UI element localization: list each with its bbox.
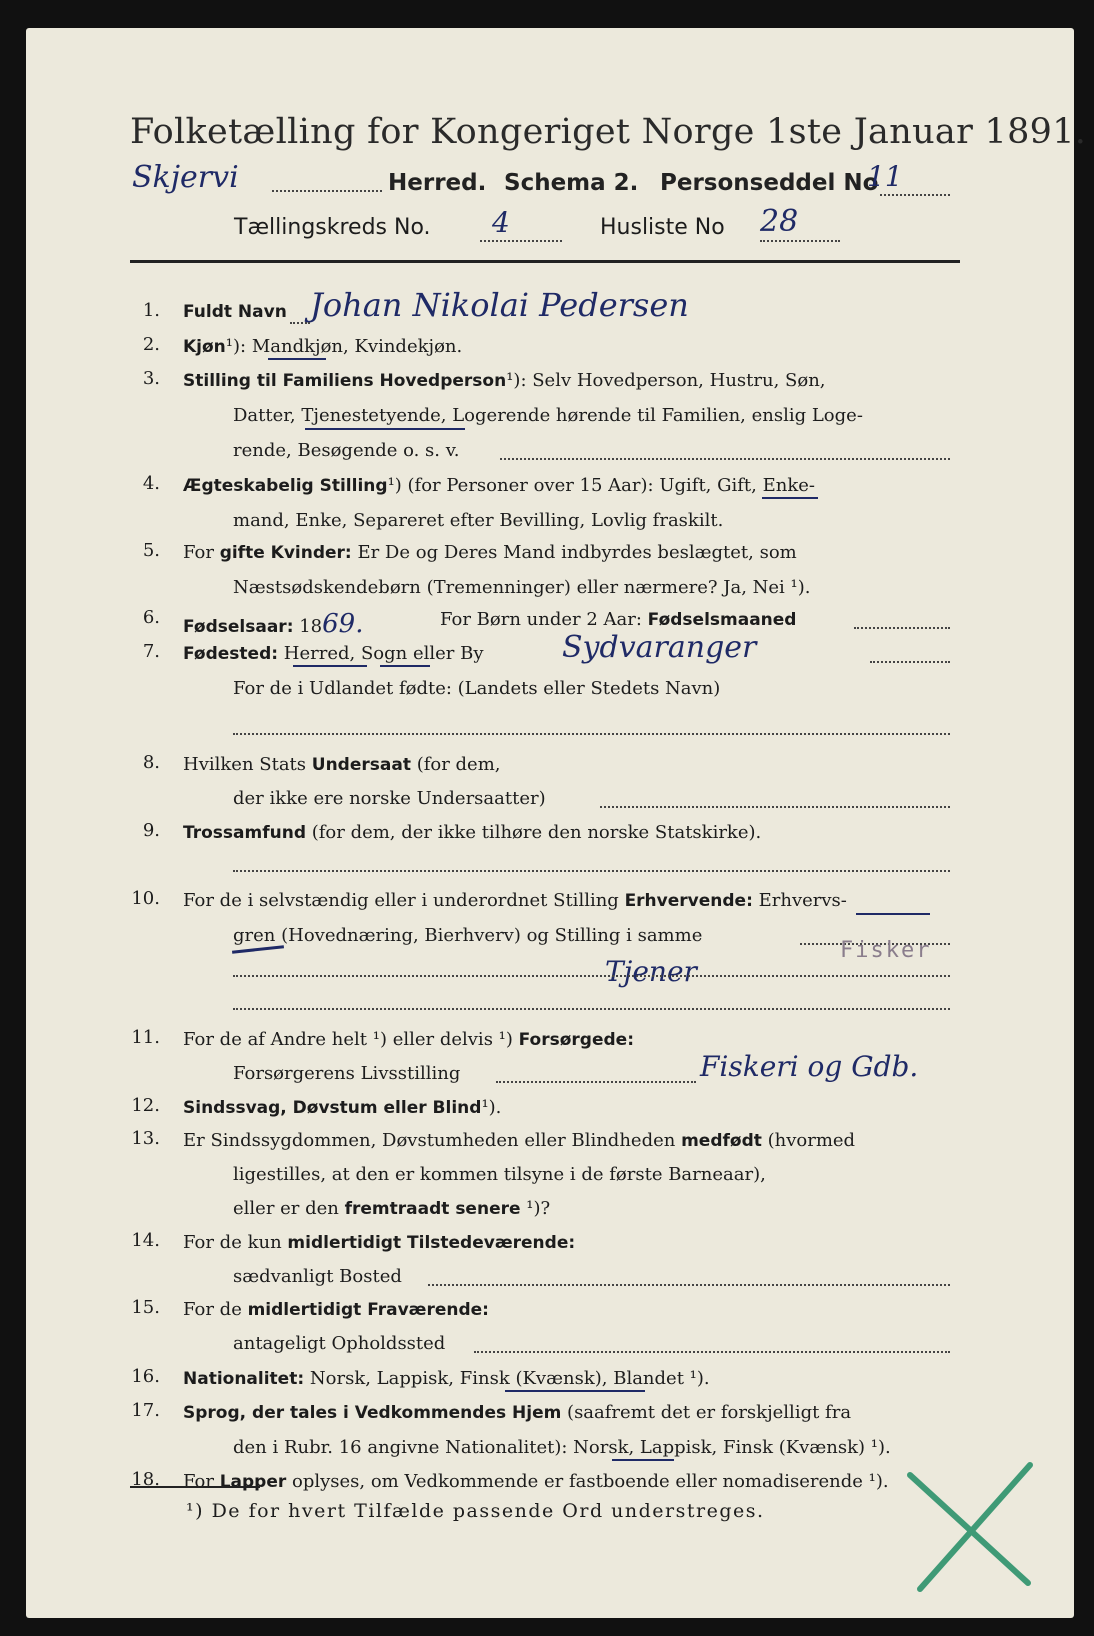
underline-mark — [612, 1459, 674, 1461]
underline-mark — [268, 358, 326, 360]
provider-occupation-handwritten: Fiskeri og Gdb. — [700, 1050, 919, 1083]
disability-suffix: ¹). — [481, 1097, 502, 1118]
item-number: 15. — [131, 1297, 160, 1318]
birth-year-handwritten: 69. — [322, 609, 364, 639]
citizenship-prefix: Hvilken Stats — [183, 754, 307, 775]
family-position-label: Stilling til Familiens Hovedperson — [183, 371, 507, 391]
citizenship-label: Undersaat — [311, 755, 411, 775]
dotted-leader — [500, 458, 950, 460]
underline-mark — [762, 497, 818, 499]
congenital-label: medfødt — [681, 1131, 762, 1151]
disability-label: Sindssvag, Døvstum eller Blind — [183, 1098, 482, 1118]
dotted-leader — [880, 194, 950, 196]
item-number: 8. — [142, 752, 160, 773]
dotted-leader — [480, 240, 562, 242]
dotted-leader — [428, 1284, 950, 1286]
birth-month-label: Fødselsmaaned — [647, 610, 797, 630]
occupation-suffix: Erhvervs- — [758, 890, 847, 911]
supported-prefix: For de af Andre helt ¹) eller delvis ¹) — [183, 1029, 513, 1050]
marital-row — [183, 475, 815, 496]
family-position-options-3: rende, Besøgende o. s. v. — [233, 440, 460, 461]
supported-label: Forsørgede: — [518, 1030, 634, 1050]
personseddel-handwritten: 11 — [867, 160, 903, 193]
herred-label: Herred. — [388, 170, 487, 196]
nationality-label: Nationalitet: — [183, 1369, 305, 1389]
disability-origin-line-3-suffix: ¹)? — [526, 1198, 551, 1219]
occupation-row — [183, 890, 847, 911]
probable-location-label: antageligt Opholdssted — [233, 1333, 446, 1354]
kreds-label: Tællingskreds No. — [234, 215, 431, 240]
item-number: 17. — [131, 1400, 160, 1421]
religion-condition: (for dem, der ikke tilhøre den norske Statskirke). — [311, 822, 762, 843]
birthplace-options: Herred, Sogn eller By — [283, 643, 484, 664]
item-number: 2. — [142, 334, 160, 355]
full-name-label: Fuldt Navn — [183, 302, 287, 322]
disability-origin-line-2: ligestilles, at den er kommen tilsyne i de første Barneaar), — [233, 1164, 766, 1185]
header-rule — [130, 260, 960, 263]
underline-mark — [505, 1390, 645, 1392]
item-number: 4. — [142, 473, 160, 494]
green-cross-mark — [900, 1455, 1040, 1595]
item-number: 14. — [131, 1230, 160, 1251]
dotted-leader — [474, 1351, 950, 1353]
citizenship-condition: (for dem, — [416, 754, 501, 775]
married-women-prefix: For — [183, 542, 214, 563]
item-number: 13. — [131, 1128, 160, 1149]
dotted-leader — [233, 733, 950, 735]
disability-origin-prefix: Er Sindssygdommen, Døvstumheden eller Blindheden — [183, 1130, 676, 1151]
schema-label: Schema 2. — [504, 170, 639, 196]
provider-occupation-label: Forsørgerens Livsstilling — [233, 1063, 461, 1084]
birth-month-row — [440, 609, 796, 630]
occupation-label: Erhvervende: — [624, 891, 753, 911]
disability-origin-suffix: (hvormed — [767, 1130, 856, 1151]
footnote-rule — [130, 1486, 260, 1488]
marital-label: Ægteskabelig Stilling — [183, 476, 388, 496]
birth-year-prefix: 18 — [299, 616, 323, 637]
language-condition: (saafremt det er forskjelligt fra — [567, 1402, 852, 1423]
family-position-row — [183, 370, 826, 391]
marital-options: ¹) (for Personer over 15 Aar): Ugift, Gift, Enke- — [387, 475, 815, 496]
dotted-leader — [233, 870, 950, 872]
underline-mark — [293, 665, 367, 667]
disability-origin-line-3-prefix: eller er den — [233, 1198, 339, 1219]
footnote: ¹) De for hvert Tilfælde passende Ord understreges. — [186, 1500, 765, 1522]
occupation-line-2: gren (Hovednæring, Bierhverv) og Stilling i samme — [233, 925, 703, 946]
occupation-handwritten: Tjener — [605, 955, 697, 988]
nationality-options: Norsk, Lappisk, Finsk (Kvænsk), Blandet ¹). — [309, 1368, 710, 1389]
dotted-leader — [854, 627, 950, 629]
sex-options: ¹): Mandkjøn, Kvindekjøn. — [225, 336, 463, 357]
underline-mark — [380, 665, 430, 667]
dotted-leader — [233, 1008, 950, 1010]
dotted-leader — [290, 322, 310, 324]
occupation-prefix: For de i selvstændig eller i underordnet Stilling — [183, 890, 619, 911]
sami-label: Lapper — [219, 1472, 287, 1492]
family-position-options-2: Datter, Tjenestetyende, Logerende hørende til Familien, enslig Loge- — [233, 405, 863, 426]
birthplace-label: Fødested: — [183, 644, 279, 664]
married-women-row — [183, 542, 797, 563]
birthplace-abroad: For de i Udlandet fødte: (Landets eller Stedets Navn) — [233, 678, 721, 699]
sex-label: Kjøn — [183, 337, 226, 357]
married-women-label: gifte Kvinder: — [219, 543, 352, 563]
item-number: 12. — [131, 1095, 160, 1116]
occupation-pencil-note: Fisker — [840, 938, 932, 963]
sami-row — [183, 1471, 889, 1492]
item-number: 1. — [142, 300, 160, 321]
item-number: 11. — [131, 1027, 160, 1048]
husliste-handwritten: 28 — [760, 204, 799, 239]
item-number: 6. — [142, 607, 160, 628]
dotted-leader — [600, 806, 950, 808]
temporary-absent-row — [183, 1299, 489, 1320]
dotted-leader — [870, 661, 950, 663]
sami-options: oplyses, om Vedkommende er fastboende eller nomadiserende ¹). — [291, 1471, 889, 1492]
language-row — [183, 1402, 851, 1423]
marital-options-2: mand, Enke, Separeret efter Bevilling, Lovlig fraskilt. — [233, 510, 724, 531]
item-number: 18. — [131, 1469, 160, 1490]
married-women-question-2: Næstsødskendebørn (Tremenninger) eller nærmere? Ja, Nei ¹). — [233, 577, 811, 598]
language-options: den i Rubr. 16 angivne Nationalitet): Norsk, Lappisk, Finsk (Kvænsk) ¹). — [233, 1437, 891, 1458]
item-number: 10. — [131, 888, 160, 909]
citizenship-row — [183, 754, 501, 775]
temporary-present-label: midlertidigt Tilstedeværende: — [287, 1233, 576, 1253]
religion-row — [183, 822, 761, 843]
birth-year-label: Fødselsaar: — [183, 617, 294, 637]
underline-mark — [305, 428, 465, 430]
temporary-absent-label: midlertidigt Fraværende: — [247, 1300, 489, 1320]
citizenship-condition-2: der ikke ere norske Undersaatter) — [233, 788, 546, 809]
temporary-present-prefix: For de kun — [183, 1232, 282, 1253]
item-number: 5. — [142, 540, 160, 561]
herred-handwritten: Skjervi — [132, 160, 239, 195]
item-number: 3. — [142, 368, 160, 389]
dotted-leader — [233, 975, 950, 977]
later-onset-label: fremtraadt senere — [344, 1199, 521, 1219]
birth-month-condition: For Børn under 2 Aar: — [440, 609, 642, 630]
form-title: Folketælling for Kongeriget Norge 1ste Januar 1891. — [130, 112, 1087, 152]
sex-row — [183, 336, 462, 357]
husliste-label: Husliste No — [600, 215, 725, 240]
married-women-question: Er De og Deres Mand indbyrdes beslægtet, som — [357, 542, 797, 563]
disability-origin-row — [183, 1130, 855, 1151]
dotted-leader — [272, 190, 382, 192]
birth-year-row — [183, 609, 364, 639]
religion-label: Trossamfund — [183, 823, 306, 843]
item-number: 7. — [142, 641, 160, 662]
birthplace-row — [183, 643, 484, 664]
personseddel-label: Personseddel No — [660, 170, 879, 196]
underline-mark — [856, 913, 930, 915]
language-label: Sprog, der tales i Vedkommendes Hjem — [183, 1403, 562, 1423]
dotted-leader — [760, 240, 840, 242]
supported-row — [183, 1029, 634, 1050]
kreds-handwritten: 4 — [492, 206, 510, 239]
full-name-handwritten: Johan Nikolai Pedersen — [310, 286, 689, 324]
temporary-present-row — [183, 1232, 575, 1253]
family-position-options: ¹): Selv Hovedperson, Hustru, Søn, — [506, 370, 826, 391]
birthplace-handwritten: Sydvaranger — [562, 630, 757, 665]
temporary-absent-prefix: For de — [183, 1299, 242, 1320]
item-number: 16. — [131, 1366, 160, 1387]
disability-row — [183, 1097, 501, 1118]
nationality-row — [183, 1368, 710, 1389]
disability-origin-line-3 — [233, 1198, 550, 1219]
dotted-leader — [496, 1081, 696, 1083]
sami-prefix: For — [183, 1471, 214, 1492]
item-number: 9. — [142, 820, 160, 841]
usual-residence-label: sædvanligt Bosted — [233, 1266, 402, 1287]
